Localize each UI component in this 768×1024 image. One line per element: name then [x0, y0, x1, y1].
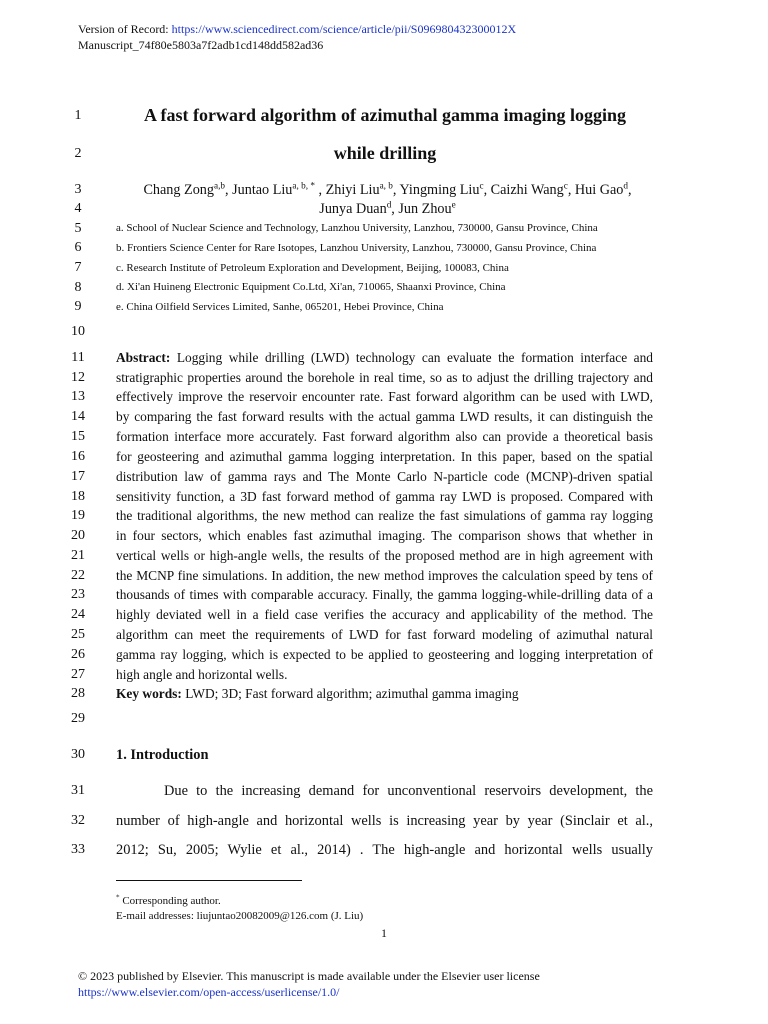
affiliation: e. China Oilfield Services Limited, Sanhe, 065201, Hebei Province, China — [116, 301, 444, 313]
author-list-line-2 — [115, 201, 660, 217]
line-number: 32 — [71, 813, 85, 828]
line-number: 20 — [71, 528, 85, 543]
abstract-line: the MCNP fine simulations. In addition, the new method improves the calculation speed by tens of — [116, 568, 653, 583]
license-text: © 2023 published by Elsevier. This manuscript is made available under the Elsevier user license — [78, 969, 540, 983]
line-number: 18 — [71, 489, 85, 504]
keywords — [116, 686, 653, 701]
line-number: 17 — [71, 469, 85, 484]
line-number: 2 — [74, 146, 82, 161]
line-number: 7 — [74, 260, 82, 275]
line-number: 27 — [71, 667, 85, 682]
author-name: , Hui Gao — [567, 182, 624, 198]
abstract-line — [116, 350, 653, 365]
page-number: 1 — [381, 926, 387, 940]
license-url-link[interactable]: https://www.elsevier.com/open-access/userlicense/1.0/ — [78, 985, 340, 999]
line-number: 11 — [71, 350, 85, 365]
line-number: 12 — [71, 370, 85, 385]
section-heading-introduction: 1. Introduction — [116, 747, 209, 763]
abstract-line: stratigraphic properties around the borehole in real time, so as to adjust the drilling trajectory and — [116, 370, 653, 385]
author-affil-sup: e — [451, 199, 456, 210]
line-number: 33 — [71, 842, 85, 857]
abstract-line: effectively improve the reservoir encounter rate. Fast forward algorithm can be used with LWD, — [116, 389, 653, 404]
affiliation: d. Xi'an Huineng Electronic Equipment Co.Ltd, Xi'an, 710065, Shaanxi Province, China — [116, 281, 506, 293]
author-name: , Yingming Liu — [392, 182, 480, 198]
abstract-label: Abstract: — [116, 350, 171, 365]
abstract-line: sensitivity function, a 3D fast forward method of gamma ray LWD is proposed. Compared with — [116, 489, 653, 504]
title-line-1: A fast forward algorithm of azimuthal gamma imaging logging — [144, 105, 626, 125]
author-affil-sup: d — [386, 199, 392, 210]
line-number: 14 — [71, 409, 85, 424]
author-name: , Juntao Liu — [225, 182, 293, 198]
version-label: Version of Record: — [78, 22, 169, 36]
abstract-line: by comparing the fast forward results with the actual gamma LWD results, it can distinguish the — [116, 409, 653, 424]
author-affil-sup: a, b, * — [292, 180, 315, 191]
abstract-text: Logging while drilling (LWD) technology can evaluate the formation interface and — [170, 350, 653, 365]
author-affil-sup: c — [479, 180, 484, 191]
author-name: , Caizhi Wang — [483, 182, 564, 198]
line-number: 10 — [71, 324, 85, 339]
line-number: 6 — [74, 240, 82, 255]
line-number: 21 — [71, 548, 85, 563]
author-affil-sup: c — [563, 180, 568, 191]
abstract-line: formation interface more accurately. Fast forward algorithm also can provide a theoretical basis — [116, 429, 653, 444]
license-url-line — [78, 985, 339, 999]
line-number: 31 — [71, 783, 85, 798]
author-name: , Zhiyi Liu — [314, 182, 380, 198]
line-number: 22 — [71, 568, 85, 583]
line-number: 9 — [74, 299, 82, 314]
footnote-mark: * — [116, 893, 120, 902]
author-name: Junya Duan — [319, 201, 387, 217]
line-number: 19 — [71, 508, 85, 523]
line-number: 23 — [71, 587, 85, 602]
author-name: , — [628, 182, 632, 198]
author-name: Chang Zong — [143, 182, 214, 198]
abstract-line: thousands of times with comparable accuracy. Finally, the gamma logging-while-drilling data of a — [116, 587, 653, 602]
author-name: , Jun Zhou — [391, 201, 452, 217]
abstract-line: distribution law of gamma rays and The Monte Carlo N-particle code (MCNP)-driven spatial — [116, 469, 653, 484]
footnote-email: E-mail addresses: liujuntao20082009@126.com (J. Liu) — [116, 910, 364, 922]
line-number: 5 — [74, 221, 82, 236]
keywords-label: Key words: — [116, 686, 182, 701]
abstract-line: high angle and horizontal wells. — [116, 667, 288, 682]
line-number: 25 — [71, 627, 85, 642]
abstract-line: algorithm can meet the requirements of LWD for fast forward modeling of azimuthal natural — [116, 627, 653, 642]
version-url-link[interactable]: https://www.sciencedirect.com/science/article/pii/S096980432300012X — [171, 22, 517, 36]
abstract-line: the traditional algorithms, the new method can realize the fast simulations of gamma ray logging — [116, 508, 653, 523]
author-affil-sup: a, b — [379, 180, 393, 191]
keywords-text: LWD; 3D; Fast forward algorithm; azimuthal gamma imaging — [181, 686, 519, 701]
line-number: 16 — [71, 449, 85, 464]
manuscript-id: Manuscript_74f80e5803a7f2adb1cd148dd582ad36 — [78, 38, 324, 52]
abstract-line: gamma ray logging, which is expected to be applied to geosteering and logging interpretation of — [116, 647, 653, 662]
line-number: 24 — [71, 607, 85, 622]
line-number: 13 — [71, 389, 85, 404]
line-number: 26 — [71, 647, 85, 662]
line-number: 3 — [74, 182, 82, 197]
body-line: 2012; Su, 2005; Wylie et al., 2014) . The high-angle and horizontal wells usually — [116, 842, 653, 858]
affiliation: c. Research Institute of Petroleum Exploration and Development, Beijing, 100083, China — [116, 262, 509, 274]
affiliation: b. Frontiers Science Center for Rare Isotopes, Lanzhou University, Lanzhou, 730000, Gansu Province, China — [116, 242, 597, 254]
line-number: 4 — [74, 201, 82, 216]
footnote-text: Corresponding author. — [119, 895, 221, 907]
abstract-line: highly deviated well in a field case verifies the accuracy and applicability of the method. The — [116, 607, 653, 622]
author-affil-sup: a,b — [214, 180, 226, 191]
footnote-rule — [116, 880, 302, 881]
footnote-corresponding — [116, 895, 221, 908]
author-list-line-1 — [115, 182, 660, 198]
author-affil-sup: d — [623, 180, 628, 191]
abstract-line: in four sectors, which enables fast azimuthal imaging. The comparison shows that whether in — [116, 528, 653, 543]
body-line: Due to the increasing demand for unconventional reservoirs development, the — [164, 783, 653, 799]
line-number: 29 — [71, 711, 85, 726]
abstract-line: for geosteering and azimuthal gamma logging interpretation. In this paper, based on the spatial — [116, 449, 653, 464]
version-of-record — [78, 22, 516, 36]
line-number: 28 — [71, 686, 85, 701]
abstract-line: vertical wells or high-angle wells, the results of the proposed method are in high agreement with — [116, 548, 653, 563]
line-number: 30 — [71, 747, 85, 762]
affiliation: a. School of Nuclear Science and Technology, Lanzhou University, Lanzhou, 730000, Gansu Province, China — [116, 222, 598, 234]
line-number: 8 — [74, 280, 82, 295]
line-number: 1 — [74, 108, 82, 123]
line-number: 15 — [71, 429, 85, 444]
body-line: number of high-angle and horizontal wells is increasing year by year (Sinclair et al., — [116, 813, 653, 829]
title-line-2: while drilling — [333, 143, 437, 163]
